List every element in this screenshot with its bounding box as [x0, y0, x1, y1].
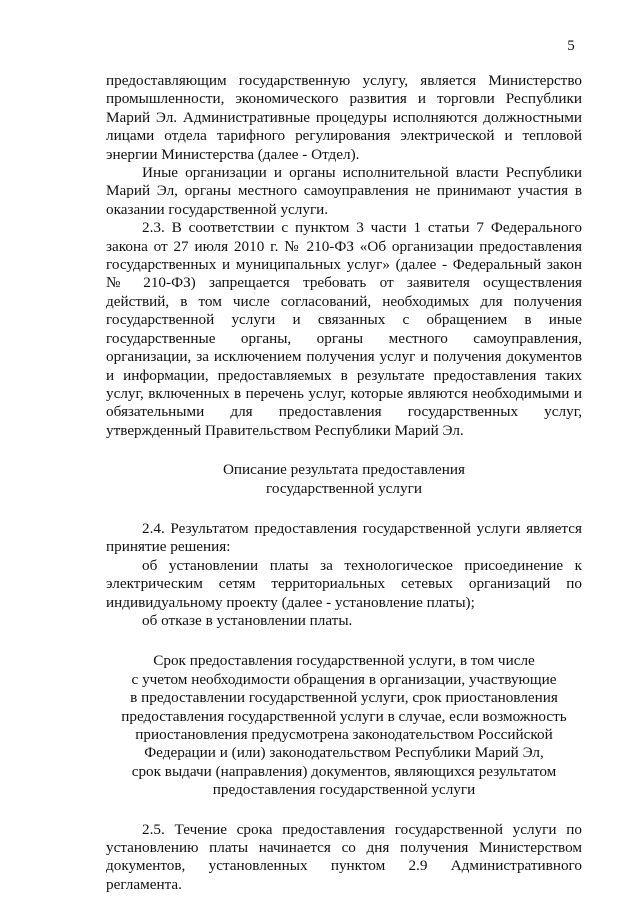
section-heading-result: [106, 461, 582, 498]
heading-line: предоставления государственной услуги в случае, если возможность: [121, 707, 567, 725]
heading-line: приостановления предусмотрена законодательством Российской: [135, 726, 553, 743]
paragraph-2-4: 2.4. Результатом предоставления государственной услуги является принятие решения:: [106, 519, 582, 556]
heading-line: Описание результата предоставления: [222, 461, 466, 479]
paragraph-2-3: 2.3. В соответствии с пунктом 3 части 1 статьи 7 Федерального закона от 27 июля 2010 г. № 210-ФЗ «Об организации предоставления государственных и муниципальных услуг» (далее - Федеральный закон № 210-ФЗ) запрещается требовать от заявителя осуществления действий, в том числе согласований, необходимых для получения государственной услуги и связанных с обращением в иные государственные органы, органы местного самоуправления, организации, за исключением получения услуг и получения документов и информации, предоставляемых в результате предоставления таких услуг, включенных в перечень услуг, которые являются необходимыми и обязательными для предоставления государственных услуг, утвержденный Правительством Республики Марий Эл.: [106, 219, 582, 439]
heading-line: Федерации и (или) законодательством Республики Марий Эл,: [144, 744, 544, 762]
heading-line: Срок предоставления государственной услуги, в том числе: [153, 652, 535, 670]
paragraph-2-5: 2.5. Течение срока предоставления государственной услуги по установлению платы начинается со дня получения Министерством документов, установленных пунктом 2.9 Административного регламента.: [106, 820, 582, 893]
heading-line: государственной услуги: [266, 479, 422, 497]
heading-line: предоставления государственной услуги: [212, 781, 476, 799]
paragraph-decision-fee: об установлении платы за технологическое присоединение к электрическим сетям территориальных сетевых организаций по индивидуальному проекту (далее - установление платы);: [106, 556, 582, 611]
paragraph-decision-refusal: об отказе в установлении платы.: [142, 611, 353, 629]
page-number: 5: [567, 38, 575, 54]
paragraph-ministry: предоставляющим государственную услугу, является Министерство промышленности, экономического развития и торговли Республики Марий Эл. Административные процедуры исполняются должностными лицами отдела тарифного регулирования электрической и тепловой энергии Министерства (далее - Отдел).: [106, 72, 582, 163]
heading-line: срок выдачи (направления) документов, являющихся результатом: [131, 762, 557, 780]
paragraph-other-organizations: Иные организации и органы исполнительной власти Республики Марий Эл, органы местного самоуправления не принимают участия в оказании государственной услуги.: [106, 164, 582, 218]
document-body: [106, 72, 582, 894]
heading-line: с учетом необходимости обращения в организации, участвующие: [131, 670, 557, 688]
heading-line: в предоставлении государственной услуги, срок приостановления: [130, 689, 558, 707]
section-heading-term: [106, 652, 582, 799]
